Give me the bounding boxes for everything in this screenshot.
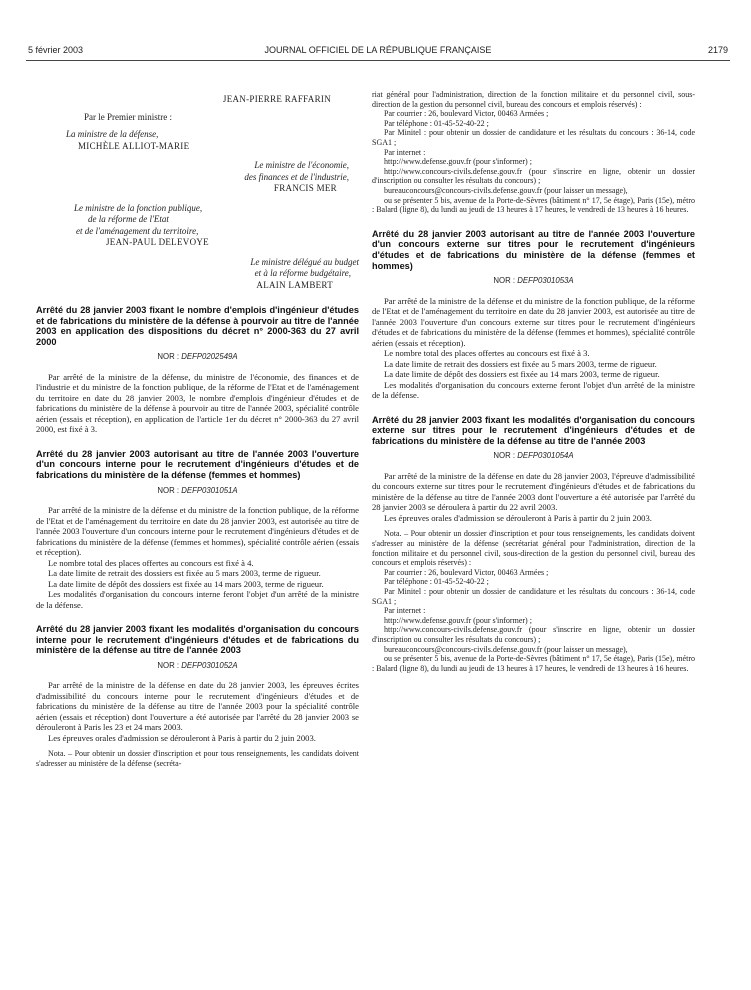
note-line: Par internet : — [384, 606, 426, 616]
article — [36, 449, 359, 610]
article-paragraph: La date limite de dépôt des dossiers est fixée au 14 mars 2003, terme de rigueur. — [48, 578, 324, 589]
note-line: bureauconcours@concours-civils.defense.gouv.fr (pour laisser un message), — [384, 644, 628, 654]
note-line: http://www.concours-civils.defense.gouv.fr (pour s'inscrire en ligne, obtenir un dossier d'inscription ou consulter les résultats du concours) ; — [372, 625, 695, 644]
note-line: Par téléphone : 01-45-52-40-22 ; — [384, 118, 489, 128]
note-line: ou se présenter 5 bis, avenue de la Porte-de-Sèvres (bâtiment n° 17, 5e étage), Paris (15e), métro : Balard (ligne 8), du lundi au jeudi de 13 heures à 17 heures, le vendredi de 13 heures à 16 heures. — [372, 654, 695, 673]
article-note — [372, 529, 695, 673]
article-title: Arrêté du 28 janvier 2003 fixant les modalités d'organisation du concours interne pour le recrutement d'ingénieurs d'études et de fabrications du ministère de la défense au titre de l'année 2003 — [36, 624, 359, 656]
signature-line: La ministre de la défense, — [66, 129, 159, 139]
article-paragraph: Par arrêté de la ministre de la défense en date du 28 janvier 2003, l'épreuve d'admissibilité du concours externe sur titres pour le recrutement d'ingénieurs d'études et de fabrications du ministère de la défense au titre de l'année 2003 dont l'ouverture a été autorisée par l'arrêté du 28 janvier 2003 se déroulera à partir du 22 avril 2003. — [372, 470, 695, 513]
nor-label: NOR : — [157, 485, 180, 495]
article-title: Arrêté du 28 janvier 2003 autorisant au titre de l'année 2003 l'ouverture d'un concours interne pour le recrutement d'ingénieurs d'études et de fabrications du ministère de la défense (femmes et hommes) — [36, 448, 359, 481]
article — [36, 624, 359, 768]
article-paragraph: La date limite de retrait des dossiers est fixée au 5 mars 2003, terme de rigueur. — [384, 358, 657, 369]
note-line: http://www.concours-civils.defense.gouv.fr (pour s'inscrire en ligne, obtenir un dossier d'inscription ou consulter les résultats du concours) ; — [372, 166, 695, 186]
header-rule — [26, 60, 730, 61]
article — [372, 229, 695, 401]
nor-reference — [36, 486, 359, 497]
nor-code: DEFP0301053A — [517, 276, 574, 286]
article-paragraph: Les épreuves orales d'admission se dérouleront à Paris à partir du 2 juin 2003. — [384, 512, 652, 523]
signature-line: de la réforme de l'Etat — [88, 214, 169, 224]
note-line: Par internet : — [384, 147, 426, 157]
signature-line: Par le Premier ministre : — [84, 111, 172, 122]
nor-label: NOR : — [493, 451, 516, 461]
signature-budget-minister: ALAIN LAMBERT — [256, 279, 333, 290]
left-column — [36, 78, 359, 769]
article-paragraph: Par arrêté de la ministre de la défense et du ministre de la fonction publique, de la réforme de l'Etat et de l'aménagement du territoire en date du 28 janvier 2003, est autorisée au titre de l'année 2003 l'ouverture d'un concours interne pour le recrutement d'ingénieurs d'études et de fabrications du ministère de la défense (femmes et hommes), spécialité contrôle aérien (essais et réception). — [36, 505, 359, 558]
article-paragraph: Les modalités d'organisation du concours externe feront l'objet d'un arrêté de la ministre de la défense. — [372, 379, 695, 401]
note-line: Nota. – Pour obtenir un dossier d'inscription et pour tous renseignements, les candidats doivent s'adresser au ministère de la défense (secrétariat général pour l'administration, direction de la fonction militaire et du personnel civil, sous-direction de la gestion du personnel civil, bureau des concours et emplois réservés) : — [372, 529, 695, 568]
article-title: Arrêté du 28 janvier 2003 fixant les modalités d'organisation du concours externe sur titres pour le recrutement d'ingénieurs d'études et de fabrications du ministère de la défense au titre de l'année 2003 — [372, 414, 695, 446]
note-line: ou se présenter 5 bis, avenue de la Porte-de-Sèvres (bâtiment n° 17, 5e étage), Paris (15e), métro : Balard (ligne 8), du lundi au jeudi de 13 heures à 17 heures, le vendredi de 13 heures à 16 heures. — [372, 195, 695, 215]
nor-code: DEFP0301052A — [181, 660, 238, 670]
nor-reference — [36, 352, 359, 363]
note-line: Par courrier : 26, boulevard Victor, 00463 Armées ; — [384, 567, 549, 577]
note-line: Par Minitel : pour obtenir un dossier de candidature et les résultats du concours : 36-14, code SGA1 ; — [372, 128, 695, 147]
article-paragraph: Par arrêté de la ministre de la défense et du ministre de la fonction publique, de la réforme de l'Etat et de l'aménagement du territoire en date du 28 janvier 2003, est autorisée au titre de l'année 2003 l'ouverture d'un concours externe sur titres pour le recrutement d'ingénieurs d'études et de fabrications du ministère de la défense (femmes et hommes), spécialité contrôle aérien (essais et réception). — [372, 295, 695, 348]
nor-code: DEFP0301054A — [517, 451, 574, 461]
signature-line: Le ministre de la fonction publique, — [74, 202, 203, 213]
page-header — [28, 45, 728, 57]
article-paragraph: Par arrêté de la ministre de la défense en date du 28 janvier 2003, les épreuves écrites d'admissibilité du concours interne pour le recrutement d'ingénieurs d'études et de fabrications du ministère de la défense au titre de l'année 2003 pour la spécialité contrôle aérien (essais et réception) dont l'ouverture a été autorisée par l'arrêté du 28 janvier 2003 se dérouleront à Paris les 23 et 24 mars 2003. — [36, 680, 359, 733]
signature-prime-minister: JEAN-PIERRE RAFFARIN — [222, 94, 331, 104]
header-page-number: 2179 — [707, 45, 728, 55]
article-paragraph: La date limite de dépôt des dossiers est fixée au 14 mars 2003, terme de rigueur. — [384, 369, 660, 380]
article-note: Nota. – Pour obtenir un dossier d'inscription et pour tous renseignements, les candidats doivent s'adresser au ministère de la défense (secréta- — [36, 749, 359, 769]
signature-line: Le ministre délégué au budget — [250, 256, 359, 267]
article-title: Arrêté du 28 janvier 2003 fixant le nombre d'emplois d'ingénieur d'études et de fabrications du ministère de la défense à pourvoir au titre de l'année 2003 en application des dispositions du décret n° 2000-363 du 27 avril 2000 — [36, 305, 359, 347]
nor-label: NOR : — [493, 276, 516, 286]
nor-label: NOR : — [157, 352, 180, 362]
article — [372, 415, 695, 674]
note-line: bureauconcours@concours-civils.defense.gouv.fr (pour laisser un message), — [384, 185, 628, 195]
nor-reference — [36, 661, 359, 672]
signature-economy-minister: FRANCIS MER — [273, 183, 337, 193]
signature-defense-minister: MICHÈLE ALLIOT-MARIE — [78, 140, 190, 151]
signature-line: et à la réforme budgétaire, — [254, 268, 351, 278]
article-title: Arrêté du 28 janvier 2003 autorisant au titre de l'année 2003 l'ouverture d'un concours externe sur titres pour le recrutement d'ingénieurs d'études et de fabrications du ministère de la défense (femmes et hommes) — [372, 228, 695, 271]
signature-line: Le ministre de l'économie, — [254, 160, 349, 170]
signature-public-service-minister: JEAN-PAUL DELEVOYE — [106, 237, 209, 247]
signature-line: et de l'aménagement du territoire, — [76, 225, 199, 236]
note-line: Par courrier : 26, boulevard Victor, 00463 Armées ; — [384, 109, 549, 119]
nor-reference — [372, 276, 695, 287]
article-paragraph: Les épreuves orales d'admission se dérouleront à Paris à partir du 2 juin 2003. — [48, 732, 316, 743]
note-line: http://www.defense.gouv.fr (pour s'informer) ; — [384, 157, 532, 167]
note-line: http://www.defense.gouv.fr (pour s'informer) ; — [384, 615, 532, 625]
header-journal-title: JOURNAL OFFICIEL DE LA RÉPUBLIQUE FRANÇAISE — [264, 45, 492, 55]
note-line: Par Minitel : pour obtenir un dossier de candidature et les résultats du concours : 36-14, code SGA1 ; — [372, 586, 695, 606]
nor-code: DEFP0301051A — [181, 485, 238, 495]
article-paragraph: Le nombre total des places offertes au concours est fixé à 3. — [384, 348, 590, 359]
right-column — [372, 90, 695, 673]
note-continuation — [372, 90, 695, 215]
nor-reference — [372, 451, 695, 462]
header-date: 5 février 2003 — [28, 45, 84, 55]
note-line: riat général pour l'administration, direction de la fonction militaire et du personnel civil, sous-direction de la gestion du personnel civil, bureau des concours et emplois réservés) : — [372, 90, 695, 109]
article — [36, 305, 359, 435]
article-paragraph: Le nombre total des places offertes au concours est fixé à 4. — [48, 557, 254, 568]
nor-label: NOR : — [157, 660, 180, 670]
nor-code: DEFP0202549A — [181, 352, 238, 362]
signature-line: des finances et de l'industrie, — [244, 171, 349, 182]
note-line: Par téléphone : 01-45-52-40-22 ; — [384, 577, 489, 587]
article-paragraph: Par arrêté de la ministre de la défense, du ministre de l'économie, des finances et de l'industrie et du ministre de la fonction publique, de la réforme de l'Etat et de l'aménagement du territoire en date du 28 janvier 2003, le nombre d'emplois d'ingénieur d'études et de fabrications du ministère de la défense à pourvoir au titre de l'année 2003, spécialité contrôle aérien (essais et réception), en application de l'article 1er du décret n° 2000-363 du 27 avril 2000, est fixé à 3. — [36, 371, 359, 435]
article-paragraph: La date limite de retrait des dossiers est fixée au 5 mars 2003, terme de rigueur. — [48, 568, 321, 579]
article-paragraph: Les modalités d'organisation du concours interne feront l'objet d'un arrêté de la ministre de la défense. — [36, 589, 359, 610]
signature-block — [36, 94, 359, 291]
